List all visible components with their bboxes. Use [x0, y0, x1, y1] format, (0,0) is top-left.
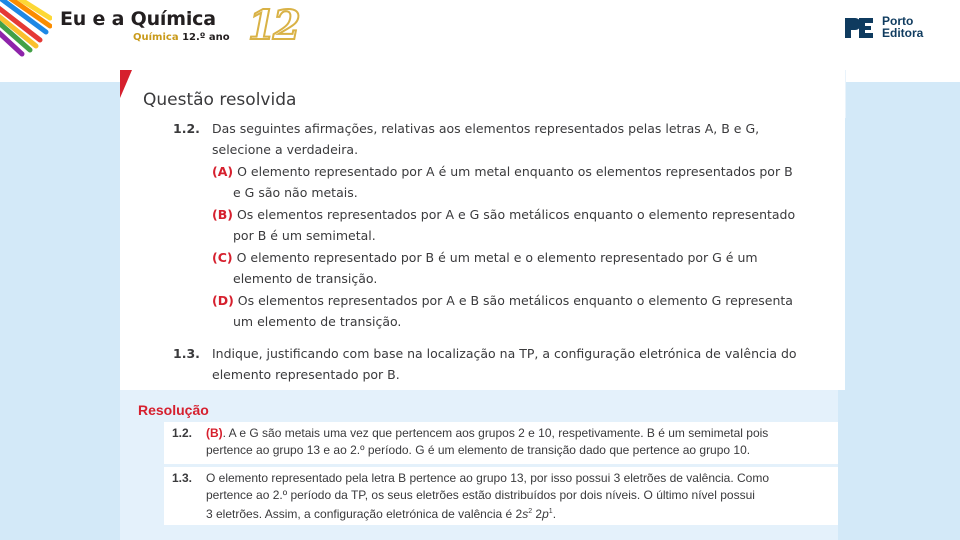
option-b	[212, 204, 795, 225]
option-c-line2: elemento de transição.	[233, 271, 378, 286]
card-title: Questão resolvida	[143, 90, 297, 110]
question-1-2-line2: selecione a verdadeira.	[212, 142, 359, 157]
resolution-1-3-line1: O elemento representado pela letra B pertence ao grupo 13, por isso possui 3 eletrões de valência. Como	[206, 471, 770, 485]
resolution-1-3-end: .	[552, 507, 557, 521]
grade-badge: 12	[248, 2, 298, 49]
option-a-letter: (A)	[212, 164, 234, 179]
porto-editora-logo-icon	[845, 16, 875, 40]
option-a	[212, 161, 793, 182]
config-p-letter: p	[542, 507, 549, 521]
resolution-1-3-number: 1.3.	[172, 471, 193, 485]
publisher-line2: Editora	[882, 26, 924, 40]
option-b-line1: Os elementos representados por A e G são metálicos enquanto o elemento representado	[236, 207, 796, 222]
question-1-2-number: 1.2.	[173, 121, 200, 136]
option-c	[212, 247, 758, 268]
option-c-line1: O elemento representado por B é um metal e o elemento representado por G é um	[236, 250, 758, 265]
option-a-line1: O elemento representado por A é um metal enquanto os elementos representados por B	[237, 164, 793, 179]
option-b-line2: por B é um semimetal.	[233, 228, 376, 243]
question-1-3-line1: Indique, justificando com base na localização na TP, a configuração eletrónica de valência do	[212, 346, 797, 361]
question-card	[120, 70, 845, 390]
resolution-1-2-line1	[206, 425, 768, 442]
option-c-letter: (C)	[212, 250, 233, 265]
option-d-letter: (D)	[212, 293, 234, 308]
resolution-1-2-number: 1.2.	[172, 426, 193, 440]
brand-title: Eu e a Química	[60, 8, 216, 30]
resolution-1-2-line2: pertence ao grupo 13 e ao 2.º período. G é um elemento de transição dado que pertence ao grupo 10.	[206, 443, 751, 457]
option-a-line2: e G são não metais.	[233, 185, 358, 200]
crayons-logo-icon	[0, 0, 52, 60]
resolution-1-3-line3	[206, 504, 556, 523]
publisher-name	[882, 15, 923, 39]
question-1-3-line2: elemento representado por B.	[212, 367, 400, 382]
resolution-title: Resolução	[138, 402, 209, 418]
question-1-3-number: 1.3.	[173, 346, 200, 361]
option-d-line1: Os elementos representados por A e B são metálicos enquanto o elemento G representa	[237, 293, 793, 308]
brand-subtitle-accent: Química	[133, 32, 179, 43]
config-p-exponent: 1	[548, 508, 553, 515]
option-d-line2: um elemento de transição.	[233, 314, 402, 329]
config-s-letter: s	[522, 507, 529, 521]
resolution-1-2-line1-text: . A e G são metais uma vez que pertencem aos grupos 2 e 10, respetivamente. B é um semimetal pois	[222, 426, 769, 440]
resolution-1-3-line3-text: 3 eletrões. Assim, a configuração eletrónica de valência é 2	[206, 507, 523, 521]
brand-subtitle-rest: 12.º ano	[182, 32, 230, 43]
option-b-letter: (B)	[212, 207, 233, 222]
option-d	[212, 290, 793, 311]
brand-subtitle	[133, 32, 230, 43]
config-p-coef: 2	[532, 507, 543, 521]
config-s-exponent: 2	[528, 508, 533, 515]
resolution-1-2-answer: (B)	[206, 426, 223, 440]
resolution-1-3-line2: pertence ao 2.º período da TP, os seus eletrões estão distribuídos por dois níveis. O último nível possui	[206, 488, 755, 502]
question-1-2-line1: Das seguintes afirmações, relativas aos elementos representados pelas letras A, B e G,	[212, 121, 760, 136]
publisher-line1: Porto	[882, 14, 914, 28]
